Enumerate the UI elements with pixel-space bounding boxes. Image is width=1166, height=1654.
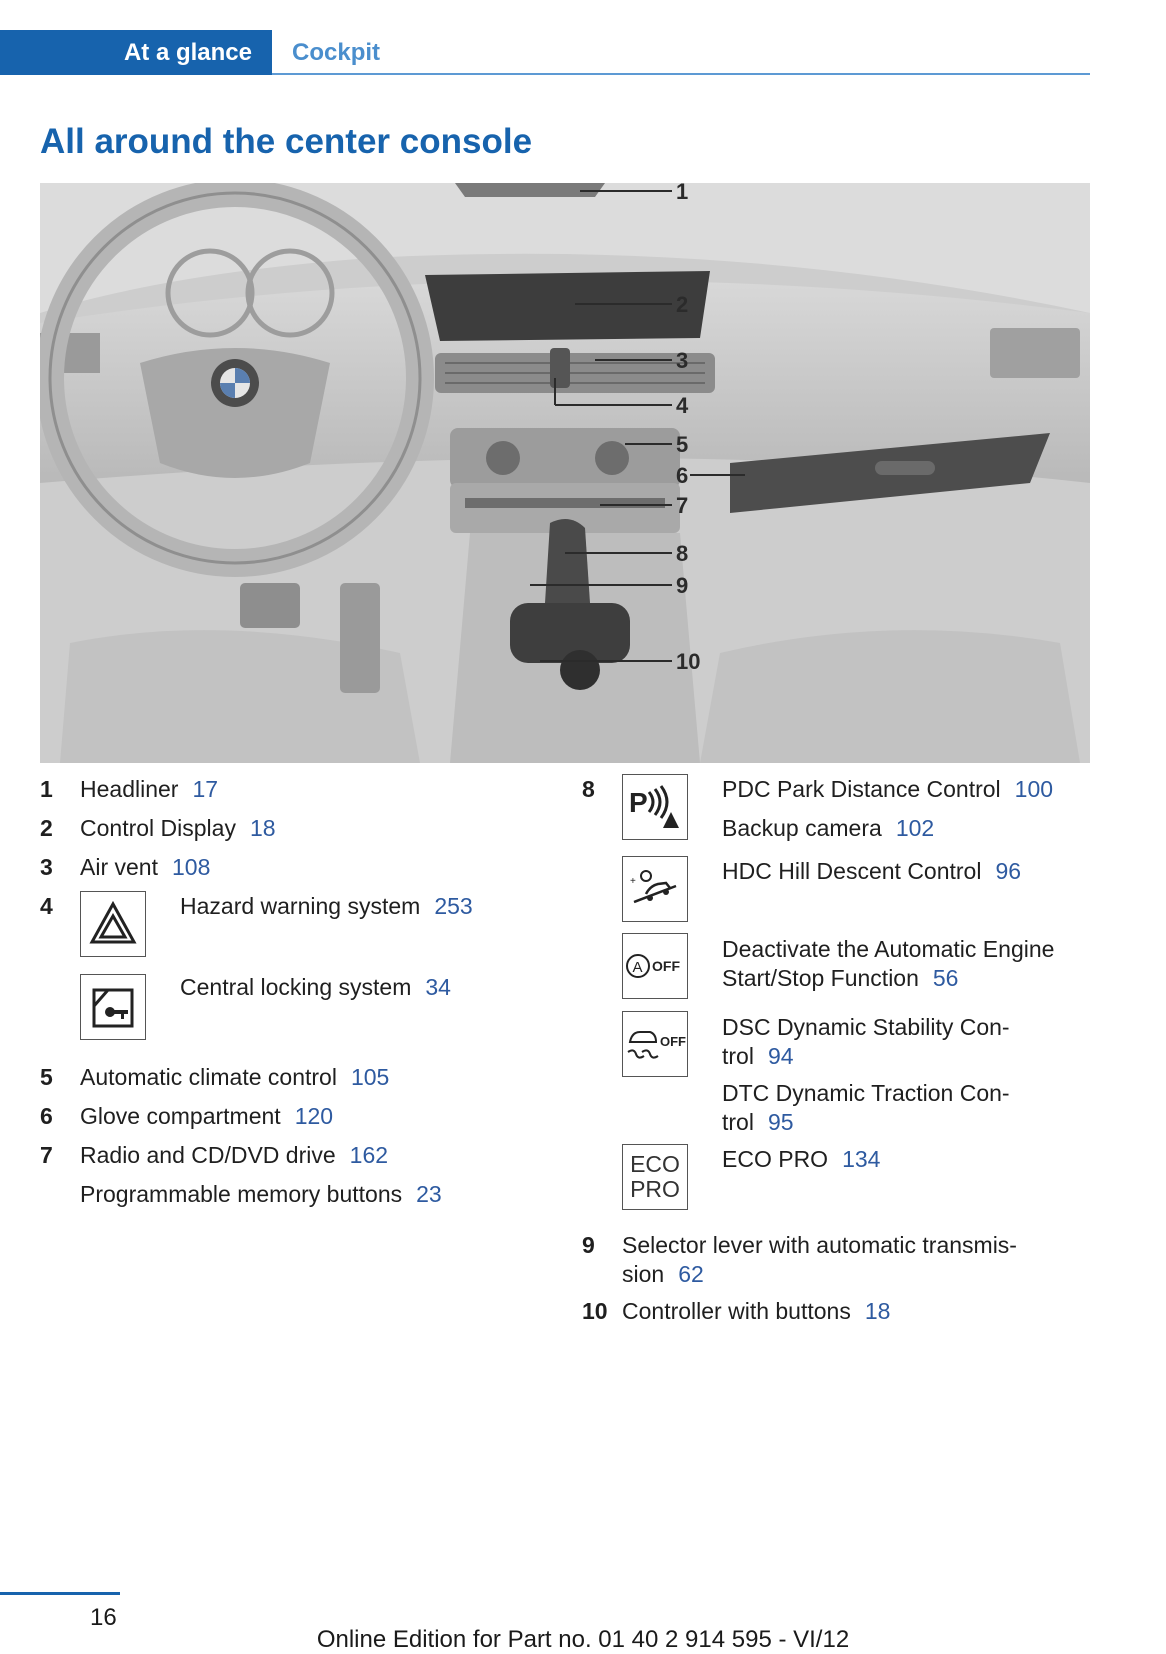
- page-link[interactable]: 94: [767, 1043, 794, 1069]
- list-item: DTC Dynamic Traction Con-: [722, 1080, 1010, 1106]
- page-link[interactable]: 18: [249, 815, 276, 841]
- page-link[interactable]: 120: [294, 1103, 334, 1129]
- page-title: All around the center console: [40, 122, 533, 161]
- list-item: Hazard warning system 253: [180, 893, 473, 919]
- section-tab[interactable]: At a glance: [0, 30, 272, 75]
- svg-text:OFF: OFF: [652, 958, 680, 974]
- page-link[interactable]: 17: [192, 776, 219, 802]
- legend-right: 8 P PDC Park Distance Control 100 Backup camera 102 + HDC Hill Descent Control 96 A OFF Deactivate the Automatic Engine Start/Stop Function 56 OFF DSC Dynamic Stability Con- trol 94 DTC Dynamic Traction Con- trol 95 ECO PRO ECO PRO 134 9 Selector lever with automatic transmis- sion 62 10 Controller with buttons 18: [582, 776, 1055, 1324]
- callout-9: 9: [676, 573, 689, 598]
- edition-note: Online Edition for Part no. 01 40 2 914 595 - VI/12: [316, 1626, 850, 1653]
- svg-text:OFF: OFF: [660, 1034, 686, 1049]
- page-link[interactable]: 23: [416, 1181, 442, 1207]
- callout-5: 5: [676, 432, 689, 457]
- svg-text:+: +: [630, 876, 636, 887]
- list-item: Deactivate the Automatic Engine: [722, 936, 1055, 962]
- callout-2: 2: [676, 292, 689, 317]
- callout-10: 10: [676, 649, 701, 674]
- page-link[interactable]: 56: [932, 965, 959, 991]
- list-item: HDC Hill Descent Control 96: [722, 858, 1022, 884]
- page-link[interactable]: 253: [434, 893, 473, 919]
- page-link[interactable]: 34: [425, 974, 451, 1000]
- svg-text:A: A: [632, 959, 643, 976]
- list-item: sion 62: [622, 1261, 704, 1287]
- page-link[interactable]: 162: [349, 1142, 389, 1168]
- callout-6: 6: [676, 463, 689, 488]
- pdc-icon: [622, 774, 688, 840]
- page-link[interactable]: 18: [864, 1298, 891, 1324]
- hazard-warning-icon: [80, 891, 146, 957]
- header-rule: [272, 73, 1090, 75]
- list-item: trol 95: [722, 1109, 794, 1135]
- list-item: Start/Stop Function 56: [722, 965, 959, 991]
- page-link[interactable]: 62: [678, 1261, 704, 1287]
- svg-text:P: P: [629, 787, 648, 818]
- list-item: trol 94: [722, 1043, 794, 1069]
- legend-left: 1 Headliner 17 2 Control Display 18 3 Air vent 108 4 Hazard warning system 253 Central locking system 34 5 Automatic climate control 105 6 Glove compartment 120 7 Radio and CD/DVD drive 162 Programmable memory buttons 23: [40, 776, 473, 1207]
- page-link[interactable]: 95: [767, 1109, 794, 1135]
- callout-7: 7: [676, 493, 689, 518]
- central-locking-icon: [80, 974, 146, 1040]
- page-link[interactable]: 108: [171, 854, 211, 880]
- list-item: PDC Park Distance Control 100: [722, 776, 1054, 802]
- list-item: DSC Dynamic Stability Con-: [722, 1014, 1010, 1040]
- page-link[interactable]: 102: [895, 815, 935, 841]
- callout-4: 4: [676, 393, 689, 418]
- cockpit-illustration: [40, 183, 1090, 763]
- chapter-tab[interactable]: Cockpit: [292, 39, 381, 66]
- callout-8: 8: [676, 541, 689, 566]
- page-link[interactable]: 96: [995, 858, 1022, 884]
- eco-pro-icon: ECO PRO: [622, 1144, 688, 1210]
- callout-3: 3: [676, 348, 689, 373]
- page-link[interactable]: 134: [842, 1146, 881, 1172]
- list-item: Backup camera 102: [722, 815, 935, 841]
- hdc-icon: [622, 856, 688, 922]
- list-item: ECO PRO 134: [722, 1146, 881, 1172]
- list-item: Central locking system 34: [180, 974, 451, 1000]
- auto-start-stop-off-icon: [622, 933, 688, 999]
- footer-rule: [0, 1592, 120, 1595]
- page-number: 16: [90, 1604, 117, 1631]
- page-link[interactable]: 100: [1014, 776, 1054, 802]
- dsc-off-icon: [622, 1011, 688, 1077]
- callout-1: 1: [676, 183, 689, 204]
- page-link[interactable]: 105: [350, 1064, 390, 1090]
